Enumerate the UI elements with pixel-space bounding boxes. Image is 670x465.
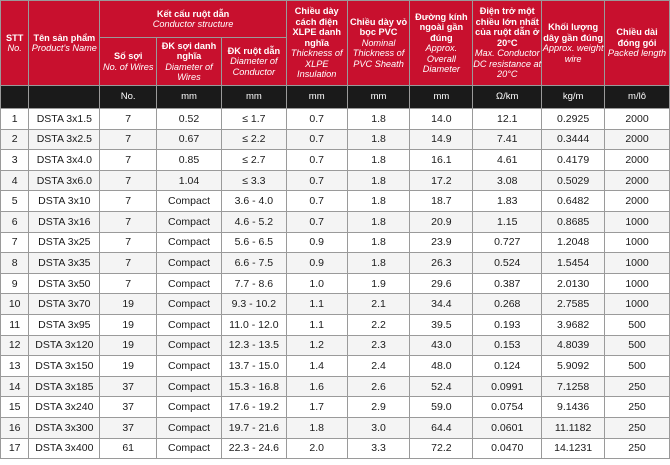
- overall-diameter-cell: 59.0: [410, 397, 473, 418]
- wire-count-cell: 61: [100, 438, 157, 459]
- weight-cell: 0.6482: [542, 191, 605, 212]
- xlpe-thickness-cell: 0.7: [286, 191, 347, 212]
- unit-cell: kg/m: [542, 86, 605, 109]
- conductor-diameter-cell: 3.6 - 4.0: [221, 191, 286, 212]
- overall-diameter-cell: 26.3: [410, 253, 473, 274]
- header-conductor-structure: Kết cấu ruột dẫn Conductor structure: [100, 1, 287, 38]
- header-product: Tên sản phẩm Product's Name: [29, 1, 100, 86]
- conductor-diameter-cell: 17.6 - 19.2: [221, 397, 286, 418]
- unit-cell: mm: [286, 86, 347, 109]
- row-number-cell: 11: [1, 314, 29, 335]
- header-stt: STT No.: [1, 1, 29, 86]
- product-name-cell: DSTA 3x35: [29, 253, 100, 274]
- pvc-thickness-cell: 2.2: [347, 314, 410, 335]
- dc-resistance-cell: 12.1: [473, 109, 542, 130]
- header-dc-resistance: Điện trở một chiều lớn nhất của ruột dẫn ở 20°C Max. Conductor DC resistance at 20°C: [473, 1, 542, 86]
- row-number-cell: 16: [1, 417, 29, 438]
- table-row: [1, 211, 670, 232]
- pvc-thickness-cell: 3.0: [347, 417, 410, 438]
- conductor-diameter-cell: 11.0 - 12.0: [221, 314, 286, 335]
- table-row: [1, 294, 670, 315]
- overall-diameter-cell: 29.6: [410, 273, 473, 294]
- row-number-cell: 17: [1, 438, 29, 459]
- packed-length-cell: 1000: [605, 253, 670, 274]
- packed-length-cell: 500: [605, 335, 670, 356]
- wire-diameter-cell: Compact: [157, 191, 222, 212]
- pvc-thickness-cell: 1.8: [347, 211, 410, 232]
- dc-resistance-cell: 0.0601: [473, 417, 542, 438]
- unit-cell: mm: [410, 86, 473, 109]
- product-name-cell: DSTA 3x16: [29, 211, 100, 232]
- packed-length-cell: 2000: [605, 109, 670, 130]
- weight-cell: 1.5454: [542, 253, 605, 274]
- packed-length-cell: 1000: [605, 232, 670, 253]
- product-name-cell: DSTA 3x70: [29, 294, 100, 315]
- wire-count-cell: 37: [100, 417, 157, 438]
- xlpe-thickness-cell: 1.1: [286, 314, 347, 335]
- table-row: [1, 397, 670, 418]
- table-row: [1, 335, 670, 356]
- pvc-thickness-cell: 2.9: [347, 397, 410, 418]
- header-pvc-thickness: Chiều dày vỏ bọc PVC Nominal Thickness of PVC Sheath: [347, 1, 410, 86]
- xlpe-thickness-cell: 0.9: [286, 253, 347, 274]
- dc-resistance-cell: 4.61: [473, 150, 542, 171]
- table-row: [1, 150, 670, 171]
- packed-length-cell: 250: [605, 438, 670, 459]
- product-name-cell: DSTA 3x120: [29, 335, 100, 356]
- wire-count-cell: 7: [100, 211, 157, 232]
- dc-resistance-cell: 7.41: [473, 129, 542, 150]
- pvc-thickness-cell: 1.8: [347, 232, 410, 253]
- dc-resistance-cell: 0.153: [473, 335, 542, 356]
- product-name-cell: DSTA 3x2.5: [29, 129, 100, 150]
- unit-cell: No.: [100, 86, 157, 109]
- wire-diameter-cell: 0.67: [157, 129, 222, 150]
- overall-diameter-cell: 14.9: [410, 129, 473, 150]
- xlpe-thickness-cell: 1.6: [286, 376, 347, 397]
- dc-resistance-cell: 0.0754: [473, 397, 542, 418]
- wire-diameter-cell: Compact: [157, 294, 222, 315]
- packed-length-cell: 2000: [605, 170, 670, 191]
- row-number-cell: 15: [1, 397, 29, 418]
- wire-count-cell: 19: [100, 356, 157, 377]
- conductor-diameter-cell: 15.3 - 16.8: [221, 376, 286, 397]
- conductor-diameter-cell: ≤ 3.3: [221, 170, 286, 191]
- wire-count-cell: 37: [100, 397, 157, 418]
- xlpe-thickness-cell: 1.1: [286, 294, 347, 315]
- pvc-thickness-cell: 1.8: [347, 191, 410, 212]
- wire-diameter-cell: Compact: [157, 438, 222, 459]
- xlpe-thickness-cell: 0.7: [286, 170, 347, 191]
- header-weight: Khối lượng dây gần đúng Approx. weight wire: [542, 1, 605, 86]
- header-nominal-diameter: ĐK sợi danh nghĩa Diameter of Wires: [157, 38, 222, 86]
- pvc-thickness-cell: 3.3: [347, 438, 410, 459]
- conductor-diameter-cell: 22.3 - 24.6: [221, 438, 286, 459]
- weight-cell: 0.8685: [542, 211, 605, 232]
- table-row: [1, 253, 670, 274]
- table-row: [1, 314, 670, 335]
- pvc-thickness-cell: 1.8: [347, 253, 410, 274]
- pvc-thickness-cell: 1.8: [347, 109, 410, 130]
- units-row: [1, 86, 670, 109]
- weight-cell: 2.7585: [542, 294, 605, 315]
- packed-length-cell: 1000: [605, 294, 670, 315]
- overall-diameter-cell: 16.1: [410, 150, 473, 171]
- overall-diameter-cell: 39.5: [410, 314, 473, 335]
- xlpe-thickness-cell: 0.7: [286, 150, 347, 171]
- packed-length-cell: 1000: [605, 211, 670, 232]
- dc-resistance-cell: 0.0470: [473, 438, 542, 459]
- header-conductor-diameter: ĐK ruột dẫn Diameter of Conductor: [221, 38, 286, 86]
- conductor-diameter-cell: 19.7 - 21.6: [221, 417, 286, 438]
- unit-cell: [1, 86, 29, 109]
- overall-diameter-cell: 23.9: [410, 232, 473, 253]
- pvc-thickness-cell: 1.8: [347, 150, 410, 171]
- wire-diameter-cell: Compact: [157, 211, 222, 232]
- weight-cell: 3.9682: [542, 314, 605, 335]
- header-wires: Số sợi No. of Wires: [100, 38, 157, 86]
- conductor-diameter-cell: 13.7 - 15.0: [221, 356, 286, 377]
- product-name-cell: DSTA 3x400: [29, 438, 100, 459]
- wire-diameter-cell: Compact: [157, 253, 222, 274]
- dc-resistance-cell: 0.0991: [473, 376, 542, 397]
- wire-diameter-cell: Compact: [157, 417, 222, 438]
- conductor-diameter-cell: ≤ 1.7: [221, 109, 286, 130]
- weight-cell: 0.4179: [542, 150, 605, 171]
- weight-cell: 2.0130: [542, 273, 605, 294]
- conductor-diameter-cell: 7.7 - 8.6: [221, 273, 286, 294]
- row-number-cell: 2: [1, 129, 29, 150]
- product-name-cell: DSTA 3x1.5: [29, 109, 100, 130]
- header-overall-diameter: Đường kính ngoài gần đúng Approx. Overall Diameter: [410, 1, 473, 86]
- table-row: [1, 232, 670, 253]
- table-row: [1, 376, 670, 397]
- wire-count-cell: 7: [100, 273, 157, 294]
- header-packed-length: Chiều dài đóng gói Packed length: [605, 1, 670, 86]
- unit-cell: mm: [157, 86, 222, 109]
- weight-cell: 1.2048: [542, 232, 605, 253]
- wire-count-cell: 7: [100, 109, 157, 130]
- product-name-cell: DSTA 3x6.0: [29, 170, 100, 191]
- dc-resistance-cell: 0.268: [473, 294, 542, 315]
- weight-cell: 14.1231: [542, 438, 605, 459]
- pvc-thickness-cell: 1.8: [347, 170, 410, 191]
- overall-diameter-cell: 64.4: [410, 417, 473, 438]
- unit-cell: [29, 86, 100, 109]
- dc-resistance-cell: 0.124: [473, 356, 542, 377]
- product-name-cell: DSTA 3x300: [29, 417, 100, 438]
- row-number-cell: 5: [1, 191, 29, 212]
- packed-length-cell: 2000: [605, 150, 670, 171]
- weight-cell: 9.1436: [542, 397, 605, 418]
- xlpe-thickness-cell: 1.7: [286, 397, 347, 418]
- row-number-cell: 8: [1, 253, 29, 274]
- weight-cell: 0.2925: [542, 109, 605, 130]
- pvc-thickness-cell: 2.1: [347, 294, 410, 315]
- table-row: [1, 170, 670, 191]
- overall-diameter-cell: 34.4: [410, 294, 473, 315]
- overall-diameter-cell: 48.0: [410, 356, 473, 377]
- overall-diameter-cell: 18.7: [410, 191, 473, 212]
- conductor-diameter-cell: ≤ 2.7: [221, 150, 286, 171]
- product-name-cell: DSTA 3x4.0: [29, 150, 100, 171]
- conductor-diameter-cell: 4.6 - 5.2: [221, 211, 286, 232]
- table-row: [1, 129, 670, 150]
- overall-diameter-cell: 14.0: [410, 109, 473, 130]
- packed-length-cell: 2000: [605, 191, 670, 212]
- wire-diameter-cell: Compact: [157, 335, 222, 356]
- wire-count-cell: 7: [100, 253, 157, 274]
- product-name-cell: DSTA 3x50: [29, 273, 100, 294]
- weight-cell: 5.9092: [542, 356, 605, 377]
- unit-cell: mm: [347, 86, 410, 109]
- dc-resistance-cell: 3.08: [473, 170, 542, 191]
- pvc-thickness-cell: 1.9: [347, 273, 410, 294]
- packed-length-cell: 500: [605, 314, 670, 335]
- table-row: [1, 191, 670, 212]
- wire-diameter-cell: Compact: [157, 376, 222, 397]
- table-row: [1, 109, 670, 130]
- product-name-cell: DSTA 3x95: [29, 314, 100, 335]
- table-body: [1, 109, 670, 459]
- xlpe-thickness-cell: 0.9: [286, 232, 347, 253]
- weight-cell: 4.8039: [542, 335, 605, 356]
- xlpe-thickness-cell: 1.2: [286, 335, 347, 356]
- overall-diameter-cell: 20.9: [410, 211, 473, 232]
- xlpe-thickness-cell: 1.4: [286, 356, 347, 377]
- wire-diameter-cell: 1.04: [157, 170, 222, 191]
- xlpe-thickness-cell: 0.7: [286, 129, 347, 150]
- wire-diameter-cell: Compact: [157, 273, 222, 294]
- wire-diameter-cell: 0.52: [157, 109, 222, 130]
- unit-cell: mm: [221, 86, 286, 109]
- row-number-cell: 12: [1, 335, 29, 356]
- pvc-thickness-cell: 2.6: [347, 376, 410, 397]
- wire-diameter-cell: Compact: [157, 232, 222, 253]
- product-name-cell: DSTA 3x185: [29, 376, 100, 397]
- header-xlpe-thickness: Chiều dày cách điện XLPE danh nghĩa Thickness of XLPE Insulation: [286, 1, 347, 86]
- wire-diameter-cell: 0.85: [157, 150, 222, 171]
- wire-count-cell: 7: [100, 232, 157, 253]
- weight-cell: 11.1182: [542, 417, 605, 438]
- packed-length-cell: 250: [605, 397, 670, 418]
- packed-length-cell: 250: [605, 376, 670, 397]
- overall-diameter-cell: 52.4: [410, 376, 473, 397]
- unit-cell: m/lô: [605, 86, 670, 109]
- xlpe-thickness-cell: 1.8: [286, 417, 347, 438]
- dc-resistance-cell: 0.193: [473, 314, 542, 335]
- packed-length-cell: 2000: [605, 129, 670, 150]
- weight-cell: 0.3444: [542, 129, 605, 150]
- xlpe-thickness-cell: 0.7: [286, 109, 347, 130]
- table-row: [1, 273, 670, 294]
- table-row: [1, 356, 670, 377]
- wire-count-cell: 19: [100, 294, 157, 315]
- row-number-cell: 6: [1, 211, 29, 232]
- pvc-thickness-cell: 2.4: [347, 356, 410, 377]
- xlpe-thickness-cell: 1.0: [286, 273, 347, 294]
- wire-diameter-cell: Compact: [157, 397, 222, 418]
- product-name-cell: DSTA 3x10: [29, 191, 100, 212]
- product-name-cell: DSTA 3x150: [29, 356, 100, 377]
- conductor-diameter-cell: 6.6 - 7.5: [221, 253, 286, 274]
- xlpe-thickness-cell: 2.0: [286, 438, 347, 459]
- wire-count-cell: 7: [100, 170, 157, 191]
- wire-count-cell: 19: [100, 335, 157, 356]
- wire-count-cell: 19: [100, 314, 157, 335]
- overall-diameter-cell: 43.0: [410, 335, 473, 356]
- row-number-cell: 13: [1, 356, 29, 377]
- overall-diameter-cell: 72.2: [410, 438, 473, 459]
- row-number-cell: 14: [1, 376, 29, 397]
- packed-length-cell: 250: [605, 417, 670, 438]
- wire-diameter-cell: Compact: [157, 356, 222, 377]
- wire-count-cell: 7: [100, 191, 157, 212]
- packed-length-cell: 1000: [605, 273, 670, 294]
- wire-count-cell: 7: [100, 129, 157, 150]
- dc-resistance-cell: 1.15: [473, 211, 542, 232]
- weight-cell: 7.1258: [542, 376, 605, 397]
- table-row: [1, 417, 670, 438]
- table-row: [1, 438, 670, 459]
- wire-count-cell: 7: [100, 150, 157, 171]
- product-name-cell: DSTA 3x240: [29, 397, 100, 418]
- product-name-cell: DSTA 3x25: [29, 232, 100, 253]
- wire-count-cell: 37: [100, 376, 157, 397]
- overall-diameter-cell: 17.2: [410, 170, 473, 191]
- conductor-diameter-cell: 12.3 - 13.5: [221, 335, 286, 356]
- pvc-thickness-cell: 1.8: [347, 129, 410, 150]
- dc-resistance-cell: 1.83: [473, 191, 542, 212]
- wire-diameter-cell: Compact: [157, 314, 222, 335]
- dc-resistance-cell: 0.524: [473, 253, 542, 274]
- row-number-cell: 9: [1, 273, 29, 294]
- row-number-cell: 4: [1, 170, 29, 191]
- packed-length-cell: 500: [605, 356, 670, 377]
- weight-cell: 0.5029: [542, 170, 605, 191]
- conductor-diameter-cell: ≤ 2.2: [221, 129, 286, 150]
- row-number-cell: 3: [1, 150, 29, 171]
- row-number-cell: 10: [1, 294, 29, 315]
- pvc-thickness-cell: 2.3: [347, 335, 410, 356]
- conductor-diameter-cell: 5.6 - 6.5: [221, 232, 286, 253]
- conductor-diameter-cell: 9.3 - 10.2: [221, 294, 286, 315]
- row-number-cell: 1: [1, 109, 29, 130]
- row-number-cell: 7: [1, 232, 29, 253]
- unit-cell: Ω/km: [473, 86, 542, 109]
- xlpe-thickness-cell: 0.7: [286, 211, 347, 232]
- dc-resistance-cell: 0.727: [473, 232, 542, 253]
- dc-resistance-cell: 0.387: [473, 273, 542, 294]
